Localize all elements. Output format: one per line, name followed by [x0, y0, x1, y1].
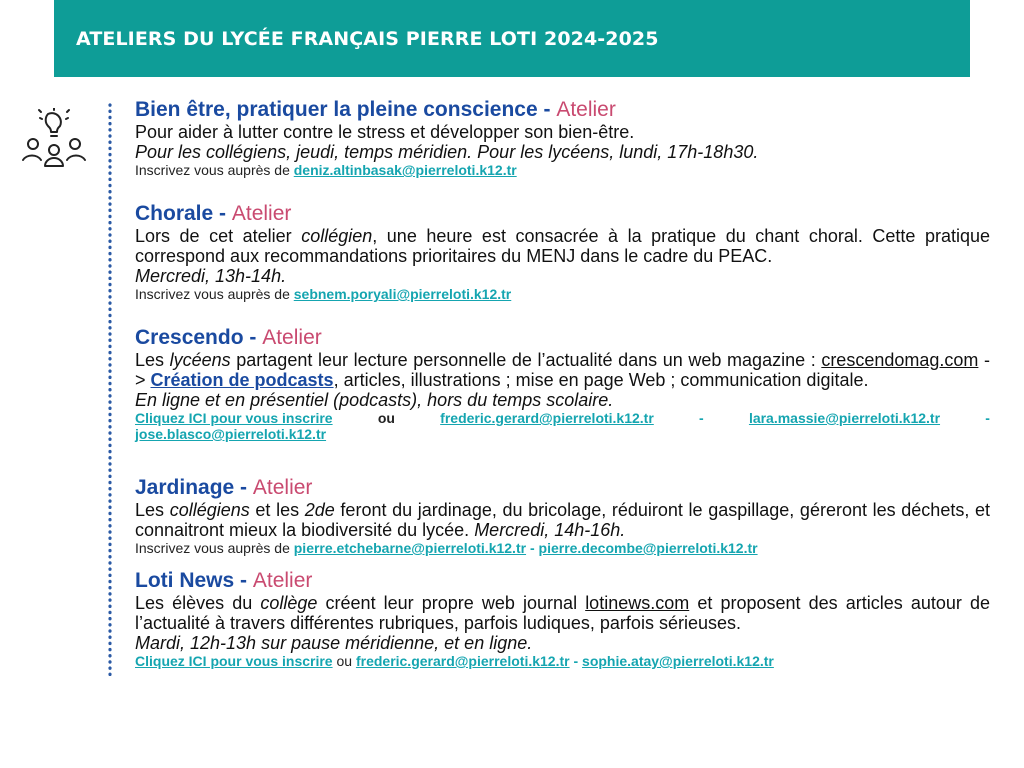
atelier-title: Bien être, pratiquer la pleine conscience: [135, 98, 538, 121]
signup-line: Inscrivez vous auprès de deniz.altinbasak@pierreloti.k12.tr: [135, 162, 517, 178]
idea-group-icon: [20, 108, 88, 176]
crescendomag-link[interactable]: crescendomag.com: [821, 350, 979, 370]
page-title: ATELIERS DU LYCÉE FRANÇAIS PIERRE LOTI 2024-2025: [76, 28, 659, 50]
atelier-description: Les lycéens partagent leur lecture personnelle de l’actualité dans un web magazine : crescendomag.com -> Création de podcasts, articles, illustrations ; mise en page Web ; communication digitale.: [135, 350, 990, 390]
atelier-loti-news: Loti News - Atelier Les élèves du collège créent leur propre web journal lotinews.com et proposent des articles autour de l’actualité à travers différentes rubriques, parfois ludiques, parfois sérieuses. Mardi, 12h-13h sur pause méridienne, et en ligne. Cliquez ICI pour vous inscrire ou frederic.gerard@pierreloti.k12.tr - sophie.atay@pierreloti.k12.tr: [135, 569, 991, 669]
atelier-chorale: Chorale - Atelier Lors de cet atelier collégien, une heure est consacrée à la pratique du chant choral. Cette pratique correspond aux recommandations prioritaires du MENJ dans le cadre du PEAC. Mercredi, 13h-14h. Inscrivez vous auprès de sebnem.poryali@pierreloti.k12.tr: [135, 202, 990, 302]
signup-click-link[interactable]: Cliquez ICI pour vous inscrire: [135, 653, 333, 669]
atelier-title: Loti News: [135, 569, 235, 592]
atelier-title: Chorale: [135, 202, 214, 225]
email-link[interactable]: sophie.atay@pierreloti.k12.tr: [582, 653, 774, 669]
atelier-schedule: Mardi, 12h-13h sur pause méridienne, et en ligne.: [135, 633, 533, 653]
header-banner: [54, 0, 970, 77]
atelier-kind: Atelier: [556, 98, 616, 121]
atelier-description: Lors de cet atelier collégien, une heure est consacrée à la pratique du chant choral. Cette pratique correspond aux recommandations prioritaires du MENJ dans le cadre du PEAC.: [135, 226, 990, 266]
signup-line: Cliquez ICI pour vous inscrire ou frederic.gerard@pierreloti.k12.tr - sophie.atay@pierreloti.k12.tr: [135, 653, 774, 669]
atelier-title: Crescendo: [135, 326, 244, 349]
atelier-bien-etre: Bien être, pratiquer la pleine conscience - Atelier Pour aider à lutter contre le stress et développer son bien-être. Pour les collégiens, jeudi, temps méridien. Pour les lycéens, lundi, 17h-18h30. Inscrivez vous auprès de deniz.altinbasak@pierreloti.k12.tr: [135, 98, 990, 202]
atelier-crescendo: Crescendo - Atelier Les lycéens partagent leur lecture personnelle de l’actualité dans un web magazine : crescendomag.com -> Création de podcasts, articles, illustrations ; mise en page Web ; communication digitale. En ligne et en présentiel (podcasts), hors du temps scolaire. Cliquez ICI pour vous inscrire ou frederic.gerard@pierreloti.k12.tr - lara.massie@pierreloti.k12.tr - jose.blasco@pierreloti.k12.tr: [135, 326, 990, 442]
atelier-description: Pour aider à lutter contre le stress et développer son bien-être.: [135, 122, 635, 142]
atelier-schedule: Pour les collégiens, jeudi, temps méridien. Pour les lycéens, lundi, 17h-18h30.: [135, 142, 759, 162]
email-link[interactable]: frederic.gerard@pierreloti.k12.tr: [355, 653, 570, 669]
lotinews-link[interactable]: lotinews.com: [585, 593, 690, 613]
atelier-kind: Atelier: [252, 569, 313, 592]
email-link[interactable]: lara.massie@pierreloti.k12.tr: [748, 410, 941, 426]
signup-line: Inscrivez vous auprès de sebnem.poryali@pierreloti.k12.tr: [135, 286, 512, 302]
atelier-kind: Atelier: [252, 476, 313, 499]
email-link[interactable]: deniz.altinbasak@pierreloti.k12.tr: [293, 162, 517, 178]
atelier-schedule: Mercredi, 14h-16h.: [474, 520, 626, 540]
ateliers-list: [135, 98, 990, 669]
email-link[interactable]: pierre.etchebarne@pierreloti.k12.tr: [293, 540, 527, 556]
email-link[interactable]: sebnem.poryali@pierreloti.k12.tr: [293, 286, 512, 302]
signup-line: Inscrivez vous auprès de pierre.etchebarne@pierreloti.k12.tr - pierre.decombe@pierreloti.k12.tr: [135, 540, 758, 556]
atelier-description: Les collégiens et les 2de feront du jardinage, du bricolage, réduiront le gaspillage, géreront les déchets, et connaitront mieux la biodiversité du lycée. Mercredi, 14h-16h.: [135, 500, 990, 540]
atelier-schedule: En ligne et en présentiel (podcasts), hors du temps scolaire.: [135, 390, 614, 410]
signup-click-link[interactable]: Cliquez ICI pour vous inscrire: [135, 410, 333, 426]
atelier-schedule: Mercredi, 13h-14h.: [135, 266, 287, 286]
dotted-divider: [108, 102, 112, 677]
atelier-title: Jardinage: [135, 476, 235, 499]
podcasts-link[interactable]: Création de podcasts: [150, 370, 334, 390]
atelier-jardinage: Jardinage - Atelier Les collégiens et les 2de feront du jardinage, du bricolage, réduiront le gaspillage, géreront les déchets, et connaitront mieux la biodiversité du lycée. Mercredi, 14h-16h. Inscrivez vous auprès de pierre.etchebarne@pierreloti.k12.tr - pierre.decombe@pierreloti.k12.tr: [135, 476, 990, 556]
email-link[interactable]: frederic.gerard@pierreloti.k12.tr: [440, 410, 654, 426]
atelier-kind: Atelier: [262, 326, 322, 349]
signup-line: Cliquez ICI pour vous inscrire ou frederic.gerard@pierreloti.k12.tr - lara.massie@pierreloti.k12.tr -: [135, 410, 990, 426]
atelier-description: Les élèves du collège créent leur propre web journal lotinews.com et proposent des articles autour de l’actualité à travers différentes rubriques, parfois ludiques, parfois sérieuses.: [135, 593, 991, 633]
email-link[interactable]: jose.blasco@pierreloti.k12.tr: [135, 426, 327, 442]
email-link[interactable]: pierre.decombe@pierreloti.k12.tr: [538, 540, 758, 556]
atelier-kind: Atelier: [231, 202, 292, 225]
